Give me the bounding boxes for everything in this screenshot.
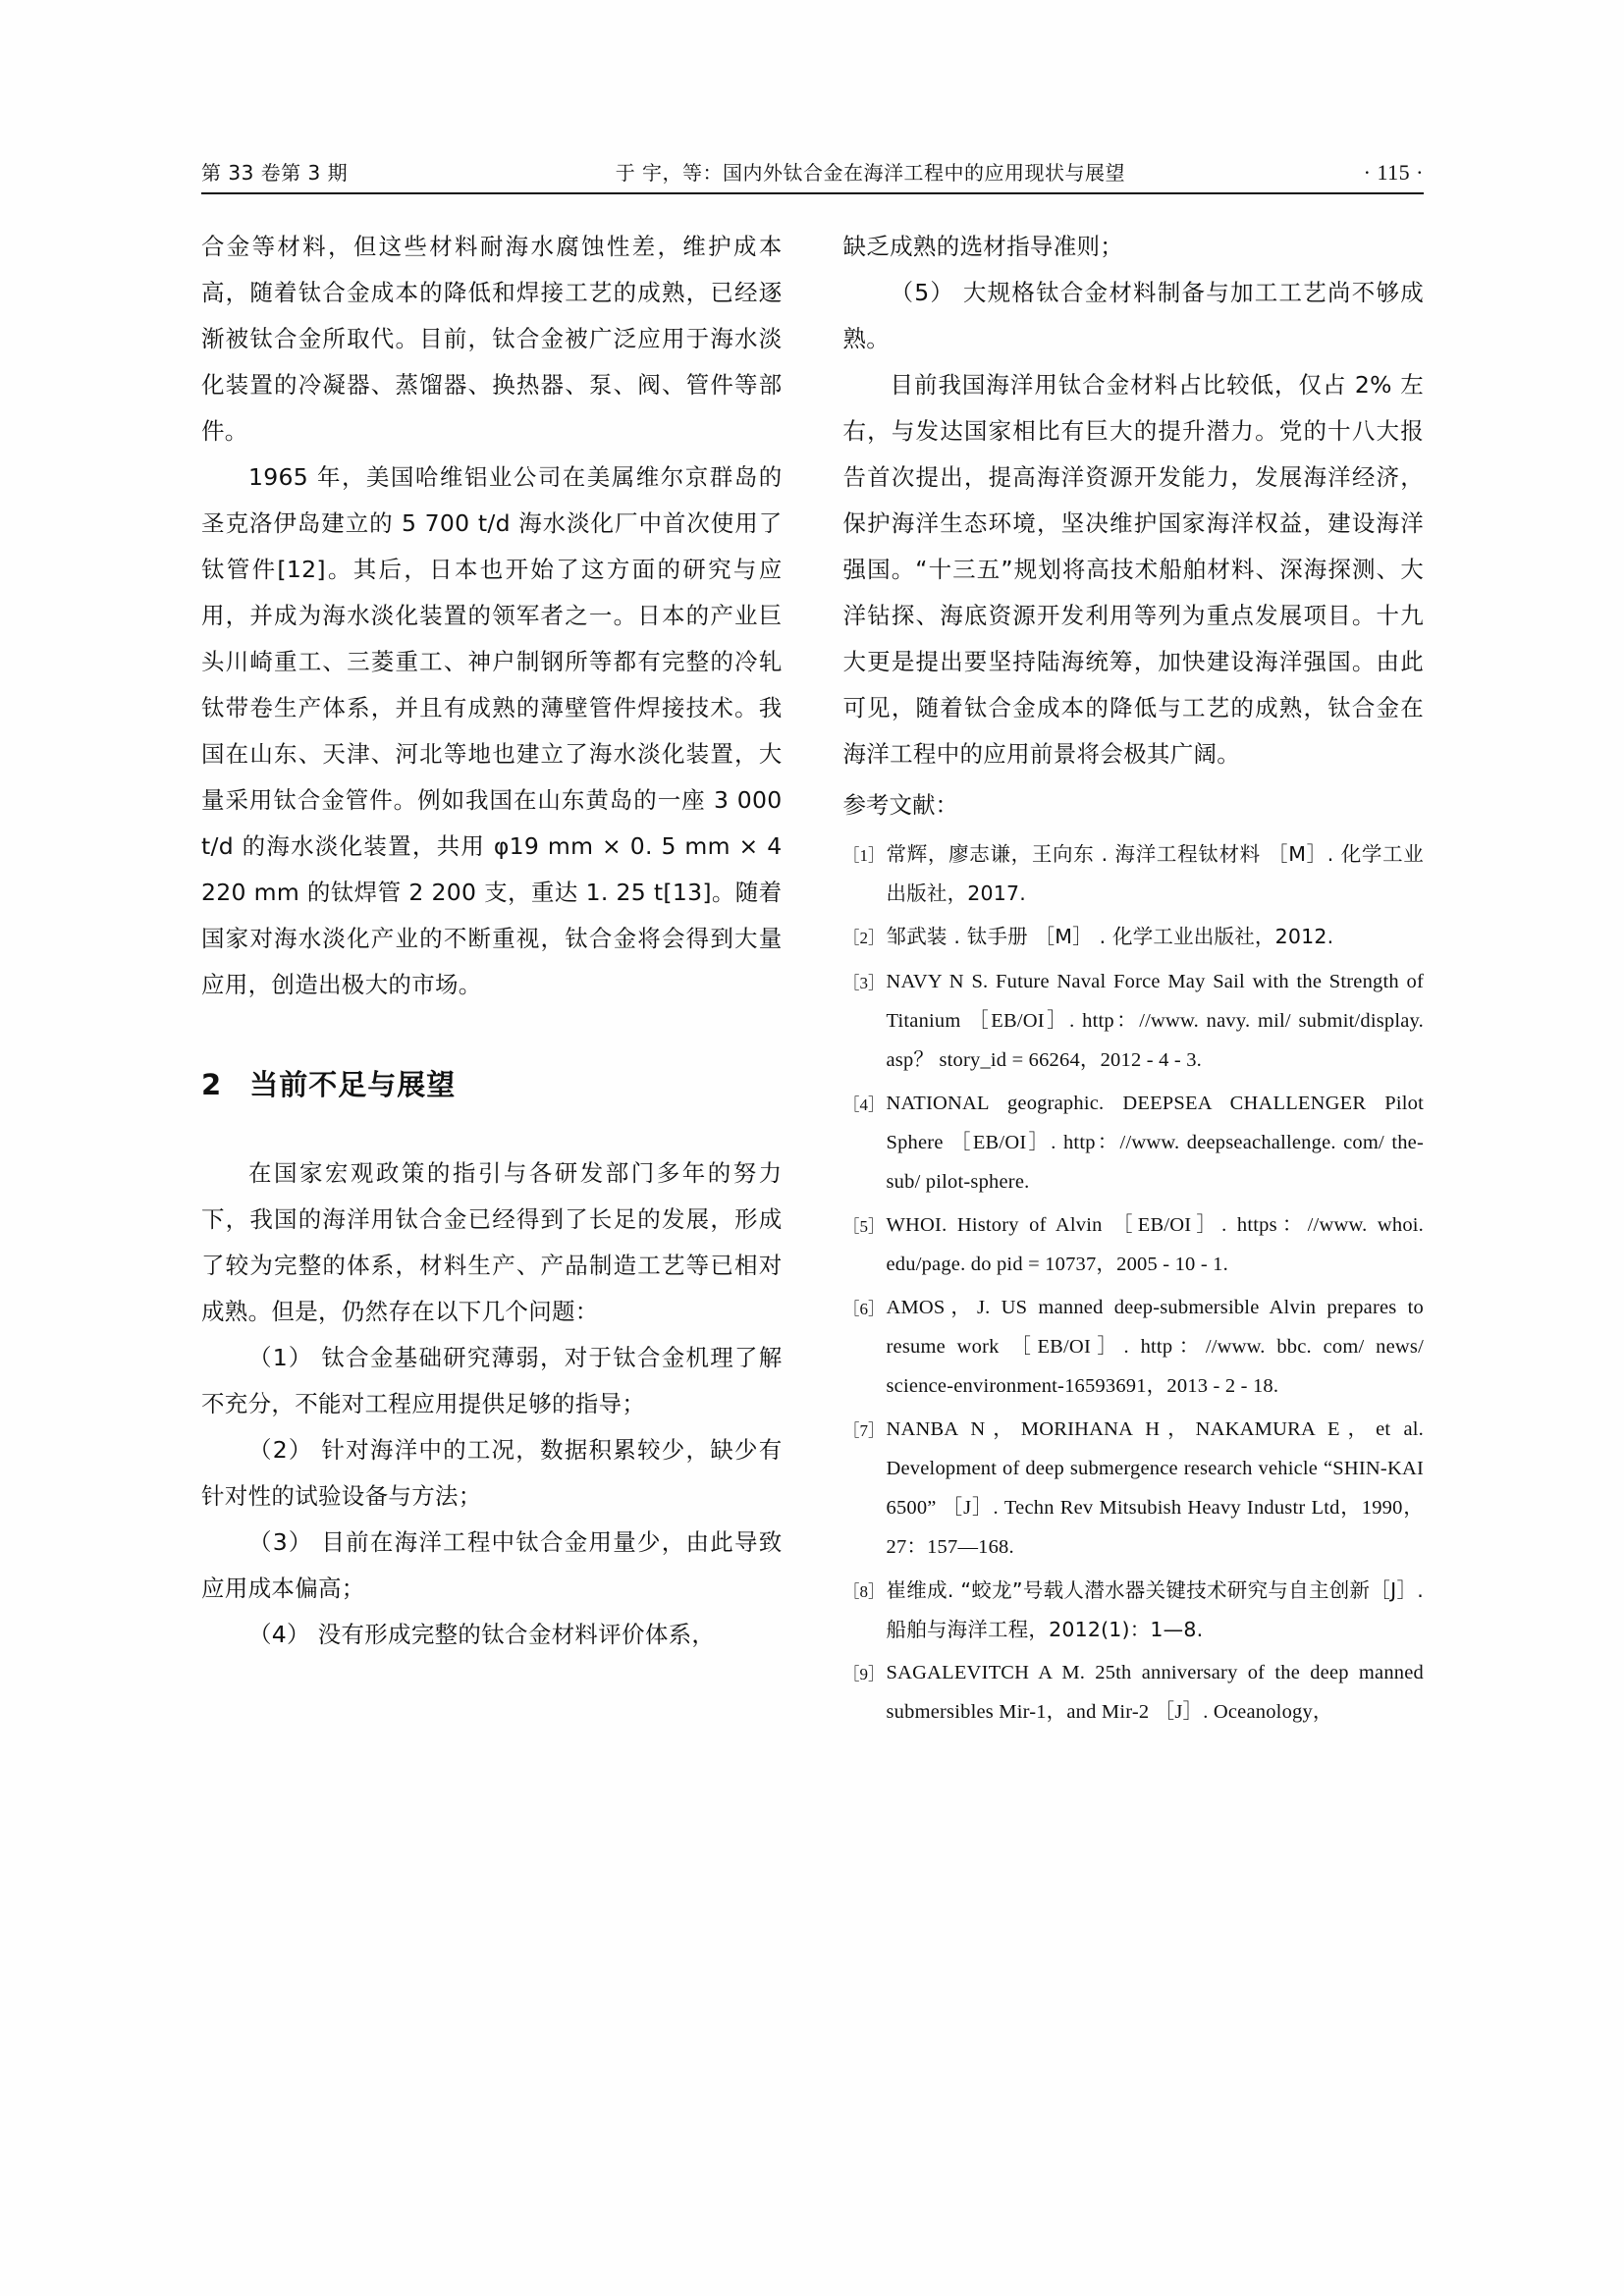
reference-number: ［2］: [842, 929, 885, 947]
reference-item: [843, 1288, 1425, 1406]
reference-item: [843, 1410, 1425, 1567]
reference-text: 邹武装 . 钛手册 ［M］ . 化学工业出版社，2012.: [886, 925, 1334, 948]
reference-number: ［5］: [842, 1217, 885, 1236]
reference-item: [843, 1205, 1425, 1284]
paragraph: （2） 针对海洋中的工况，数据积累较少，缺少有针对性的试验设备与方法；: [201, 1436, 783, 1510]
reference-number: ［6］: [842, 1300, 885, 1318]
references-list: [843, 834, 1425, 1732]
reference-text: WHOI. History of Alvin ［EB/OI］. https：//www. whoi. edu/page. do pid = 10737，2005 - 10 - 1.: [886, 1214, 1424, 1275]
section-heading: [201, 1063, 783, 1103]
section-title: 当前不足与展望: [249, 1068, 457, 1101]
reference-number: ［4］: [842, 1095, 885, 1114]
reference-text: AMOS，J. US manned deep-submersible Alvin prepares to resume work ［EB/OI］. http：//www. bbc. com/ news/ science-environment-16593691，2013 - 2 - 18.: [886, 1297, 1424, 1397]
reference-number: ［7］: [842, 1421, 885, 1440]
paragraph: （5） 大规格钛合金材料制备与加工工艺尚不够成熟。: [842, 279, 1424, 352]
paragraph: 目前我国海洋用钛合金材料占比较低，仅占 2% 左右，与发达国家相比有巨大的提升潜力。党的十八大报告首次提出，提高海洋资源开发能力，发展海洋经济，保护海洋生态环境，坚决维护国家海洋权益，建设海洋强国。“十三五”规划将高技术船舶材料、深海探测、大洋钻探、海底资源开发利用等列为重点发展项目。十九大更是提出要坚持陆海统筹，加快建设海洋强国。由此可见，随着钛合金成本的降低与工艺的成熟，钛合金在海洋工程中的应用前景将会极其广阔。: [842, 371, 1424, 768]
reference-item: [843, 1571, 1425, 1649]
reference-text: NAVY N S. Future Naval Force May Sail with the Strength of Titanium ［EB/OI］. http：//www. navy. mil/ submit/display. asp？ story_id = 66264，2012 - 4 - 3.: [886, 971, 1424, 1071]
paragraph: 1965 年，美国哈维铝业公司在美属维尔京群岛的圣克洛伊岛建立的 5 700 t/d 海水淡化厂中首次使用了钛管件[12]。其后，日本也开始了这方面的研究与应用，并成为海水淡化装置的领军者之一。日本的产业巨头川崎重工、三菱重工、神户制钢所等都有完整的冷轧钛带卷生产体系，并且有成熟的薄壁管件焊接技术。我国在山东、天津、河北等地也建立了海水淡化装置，大量采用钛合金管件。例如我国在山东黄岛的一座 3 000 t/d 的海水淡化装置，共用 φ19 mm × 0. 5 mm × 4 220 mm 的钛焊管 2 200 支，重达 1. 25 t[13]。随着国家对海水淡化产业的不断重视，钛合金将会得到大量应用，创造出极大的市场。: [201, 463, 783, 998]
reference-item: [843, 1653, 1425, 1732]
reference-text: SAGALEVITCH A M. 25th anniversary of the deep manned submersibles Mir-1，and Mir-2 ［J］. Oceanology，: [886, 1662, 1424, 1723]
page-header: [201, 157, 1424, 186]
reference-number: ［9］: [842, 1665, 885, 1683]
reference-text: 崔维成. “蛟龙”号载人潜水器关键技术研究与自主创新［J］. 船舶与海洋工程，2012(1)：1—8.: [886, 1578, 1424, 1641]
reference-item: [843, 1084, 1425, 1201]
paragraph: 在国家宏观政策的指引与各研发部门多年的努力下，我国的海洋用钛合金已经得到了长足的发展，形成了较为完整的体系，材料生产、产品制造工艺等已相对成熟。但是，仍然存在以下几个问题：: [201, 1159, 783, 1325]
reference-number: ［3］: [842, 974, 885, 992]
running-title: 于 宇，等：国内外钛合金在海洋工程中的应用现状与展望: [615, 161, 1126, 185]
paragraph: （4） 没有形成完整的钛合金材料评价体系，: [248, 1621, 716, 1648]
right-column: [843, 224, 1425, 1735]
reference-text: NANBA N，MORIHANA H，NAKAMURA E，et al. Development of deep submergence research vehicle “SHIN-KAI 6500” ［J］. Techn Rev Mitsubish Heavy Industr Ltd，1990，27：157—168.: [886, 1418, 1424, 1558]
reference-item: [843, 834, 1425, 913]
page-number: · 115 ·: [1363, 160, 1424, 185]
reference-text: 常辉，廖志谦，王向东 . 海洋工程钛材料 ［M］. 化学工业出版社，2017.: [886, 842, 1424, 905]
reference-text: NATIONAL geographic. DEEPSEA CHALLENGER Pilot Sphere ［EB/OI］. http：//www. deepseachallenge. com/ the-sub/ pilot-sphere.: [886, 1093, 1424, 1193]
reference-item: [843, 917, 1425, 958]
paragraph: （3） 目前在海洋工程中钛合金用量少，由此导致应用成本偏高；: [201, 1528, 783, 1602]
left-column: [201, 224, 783, 1735]
header-rule: [201, 192, 1424, 194]
paragraph: 合金等材料，但这些材料耐海水腐蚀性差，维护成本高，随着钛合金成本的降低和焊接工艺的成熟，已经逐渐被钛合金所取代。目前，钛合金被广泛应用于海水淡化装置的冷凝器、蒸馏器、换热器、泵、阀、管件等部件。: [201, 233, 783, 445]
reference-number: ［1］: [842, 846, 885, 865]
references-heading: 参考文献：: [842, 791, 958, 819]
paragraph: 缺乏成熟的选材指导准则；: [842, 233, 1124, 260]
volume-issue: 第 33 卷第 3 期: [201, 161, 349, 185]
paragraph: （1） 钛合金基础研究薄弱，对于钛合金机理了解不充分，不能对工程应用提供足够的指导；: [201, 1344, 783, 1417]
section-number: 2: [201, 1068, 223, 1101]
reference-number: ［8］: [842, 1582, 885, 1601]
two-column-body: [201, 224, 1424, 1735]
reference-item: [843, 962, 1425, 1080]
